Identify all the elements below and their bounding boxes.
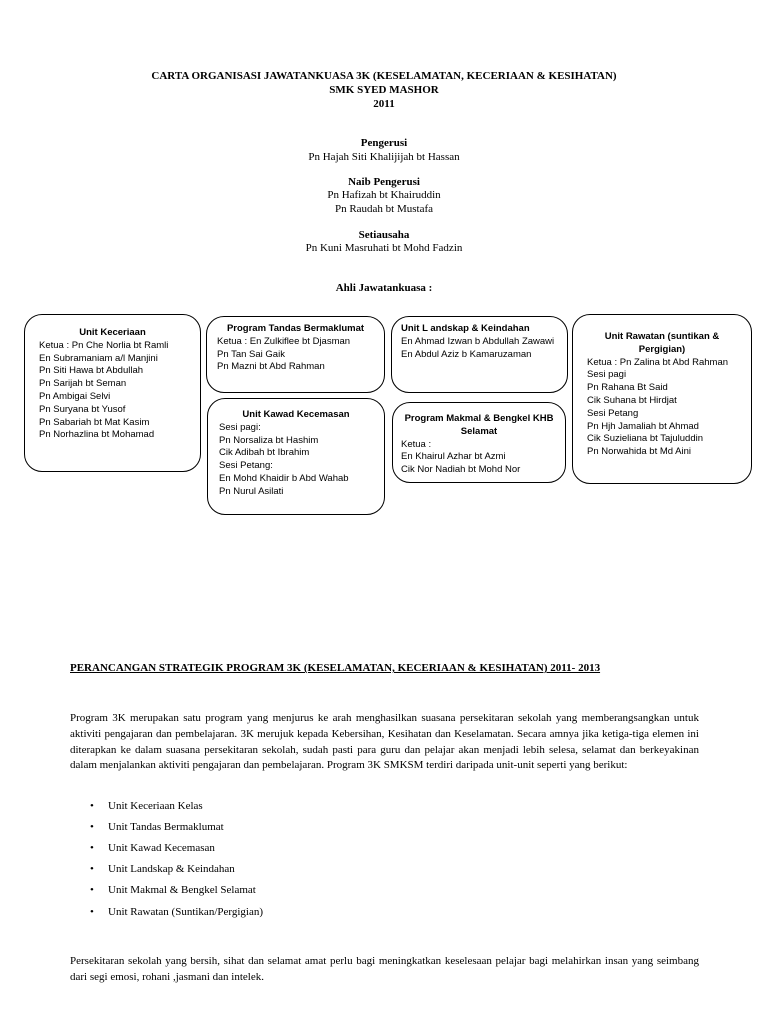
unit-keceriaan-member: En Subramaniam a/l Manjini (39, 352, 158, 364)
unit-keceriaan-box (24, 314, 201, 472)
unit-keceriaan-member: Pn Sarijah bt Seman (39, 378, 127, 390)
naib-pengerusi-name-2: Pn Raudah bt Mustafa (334, 203, 434, 215)
bullet-item (90, 799, 203, 813)
unit-landskap-member: En Abdul Aziz b Kamaruzaman (401, 348, 532, 360)
year: 2011 (373, 98, 395, 110)
unit-landskap-member: En Ahmad Izwan b Abdullah Zawawi (401, 335, 555, 347)
program-makmal-title-2: Selamat (460, 425, 498, 437)
bullet-icon: • (90, 906, 94, 918)
pengerusi-label: Pengerusi (360, 137, 408, 149)
bullet-item (90, 905, 263, 919)
program-makmal-title: Program Makmal & Bengkel KHB (404, 413, 554, 424)
program-tandas-member: Pn Mazni bt Abd Rahman (217, 361, 325, 373)
bullet-text: Unit Keceriaan Kelas (108, 800, 203, 812)
program-makmal-box (392, 402, 566, 483)
unit-rawatan-title: Unit Rawatan (suntikan & (604, 331, 720, 342)
program-makmal-member: Ketua : (401, 438, 432, 450)
unit-rawatan-member: Cik Suhana bt Hirdjat (587, 394, 677, 406)
bullet-icon: • (90, 863, 94, 875)
unit-kawad-title: Unit Kawad Kecemasan (242, 409, 350, 420)
unit-kawad-member: Sesi pagi: (219, 421, 261, 433)
unit-keceriaan-member: Pn Siti Hawa bt Abdullah (39, 365, 144, 377)
unit-rawatan-member: Sesi pagi (587, 369, 627, 381)
strategic-heading: PERANCANGAN STRATEGIK PROGRAM 3K (KESELAMATAN, KECERIAAN & KESIHATAN) 2011- 2013 (70, 662, 601, 674)
unit-keceriaan-member: Pn Norhazlina bt Mohamad (39, 429, 155, 441)
bullet-text: Unit Landskap & Keindahan (108, 863, 235, 875)
bullet-text: Unit Makmal & Bengkel Selamat (108, 884, 256, 896)
bullet-icon: • (90, 842, 94, 854)
unit-rawatan-member: Cik Suzieliana bt Tajuluddin (587, 433, 704, 445)
bullet-icon: • (90, 800, 94, 812)
unit-keceriaan-member: Pn Suryana bt Yusof (39, 403, 126, 415)
school-name: SMK SYED MASHOR (329, 84, 439, 96)
naib-pengerusi-label: Naib Pengerusi (348, 176, 420, 188)
unit-keceriaan-member: Pn Ambigai Selvi (39, 390, 111, 402)
strategic-closing-paragraph: Persekitaran sekolah yang bersih, sihat dan selamat amat perlu bagi meningkatkan keselesaan pelajar bagi melahirkan insan yang seimbang dari segi emosi, rohani ,jasmani dan intelek. (70, 955, 699, 983)
unit-landskap-box (391, 316, 568, 393)
unit-keceriaan-member: Pn Sabariah bt Mat Kasim (39, 416, 150, 428)
program-makmal-member: Cik Nor Nadiah bt Mohd Nor (401, 464, 521, 476)
bullet-icon: • (90, 884, 94, 896)
unit-rawatan-member: Pn Hjh Jamaliah bt Ahmad (587, 420, 699, 432)
unit-keceriaan-member: Ketua : Pn Che Norlia bt Ramli (39, 339, 169, 351)
document-title: CARTA ORGANISASI JAWATANKUASA 3K (KESELAMATAN, KECERIAAN & KESIHATAN) (151, 70, 617, 82)
bullet-icon: • (90, 821, 94, 833)
unit-rawatan-title-2: Pergigian) (638, 343, 686, 355)
bullet-text: Unit Tandas Bermaklumat (108, 821, 224, 833)
unit-keceriaan-title: Unit Keceriaan (79, 327, 146, 338)
strategic-intro-paragraph: Program 3K merupakan satu program yang menjurus ke arah menghasilkan suasana persekitaran sekolah yang memberangsangkan untuk aktiviti pengajaran dan pembelajaran. 3K merujuk kepada Kebersihan, Kesihatan dan Keselamatan. Secara amnya jika ketiga-tiga elemen ini diterapkan ke dalam suasana persekitaran sekolah, sudah pasti para guru dan pelajar akan menjadi lebih selesa, selamat dan berkeyakinan dalam menjalankan aktiviti pengajaran dan pembelajaran. Program 3K SMKSM terdiri daripada unit-unit seperti yang berikut: (70, 712, 699, 772)
naib-pengerusi-name-1: Pn Hafizah bt Khairuddin (327, 189, 441, 201)
unit-kawad-member: Cik Adibah bt Ibrahim (219, 447, 310, 459)
pengerusi-name: Pn Hajah Siti Khalijijah bt Hassan (308, 151, 460, 163)
bullet-text: Unit Rawatan (Suntikan/Pergigian) (108, 906, 263, 918)
ahli-jawatankuasa-label: Ahli Jawatankuasa : (335, 282, 433, 294)
setiausaha-label: Setiausaha (358, 229, 410, 241)
program-tandas-box (206, 316, 385, 393)
bullet-item (90, 820, 224, 834)
bullet-item (90, 862, 235, 876)
program-makmal-member: En Khairul Azhar bt Azmi (401, 451, 506, 463)
program-tandas-title: Program Tandas Bermaklumat (226, 323, 365, 334)
unit-rawatan-member: Sesi Petang (587, 407, 639, 419)
bullet-item (90, 883, 256, 897)
unit-rawatan-member: Pn Norwahida bt Md Aini (587, 446, 692, 458)
unit-rawatan-box (572, 314, 752, 484)
program-tandas-member: Pn Tan Sai Gaik (217, 348, 285, 360)
unit-kawad-member: Pn Nurul Asilati (219, 485, 284, 497)
unit-kawad-kecemasan-box (207, 398, 385, 515)
unit-kawad-member: Pn Norsaliza bt Hashim (219, 434, 319, 446)
bullet-text: Unit Kawad Kecemasan (108, 842, 215, 854)
program-tandas-member: Ketua : En Zulkiflee bt Djasman (217, 335, 351, 347)
unit-rawatan-member: Pn Rahana Bt Said (587, 382, 668, 394)
bullet-item (90, 841, 215, 855)
unit-rawatan-member: Ketua : Pn Zalina bt Abd Rahman (587, 356, 729, 368)
unit-kawad-member: Sesi Petang: (219, 460, 273, 472)
unit-kawad-member: En Mohd Khaidir b Abd Wahab (219, 472, 349, 484)
setiausaha-name: Pn Kuni Masruhati bt Mohd Fadzin (305, 242, 463, 254)
unit-landskap-title: Unit L andskap & Keindahan (401, 323, 530, 334)
